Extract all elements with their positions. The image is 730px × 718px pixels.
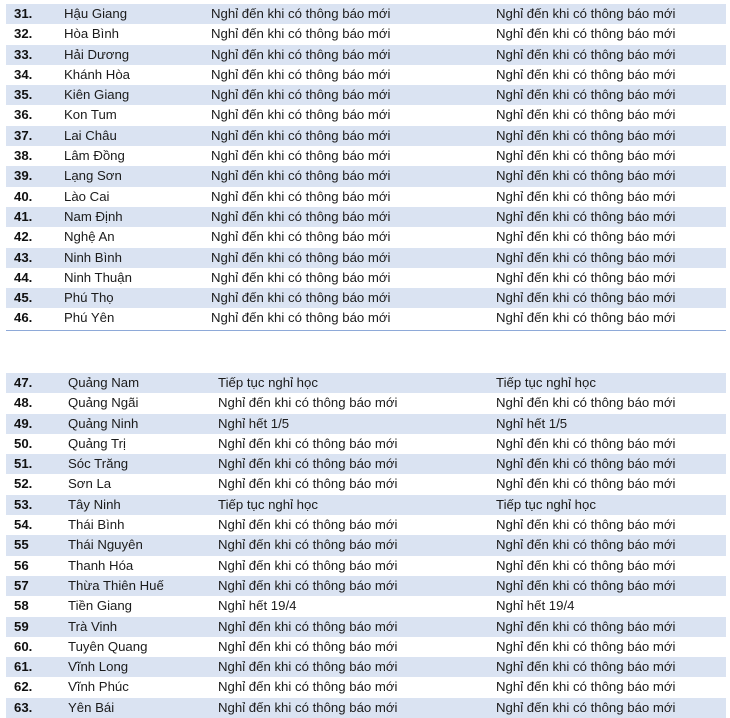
status-cell-2: Tiếp tục nghỉ học [496,375,596,390]
status-cell-2: Nghỉ đến khi có thông báo mới [496,269,676,285]
row-number: 50. [14,435,33,451]
table-row [6,617,726,637]
status-cell-2: Nghỉ đến khi có thông báo mới [496,66,676,82]
status-cell-2: Nghỉ đến khi có thông báo mới [496,249,676,265]
status-cell-2: Nghỉ đến khi có thông báo mới [496,456,676,472]
status-cell-2: Nghỉ đến khi có thông báo mới [496,476,676,492]
table-row [6,657,726,677]
status-cell-1: Nghỉ đến khi có thông báo mới [211,310,391,326]
table-row [6,576,726,596]
row-number: 63. [14,699,33,715]
row-number: 55 [14,537,29,553]
table-row [6,126,726,146]
row-number: 62. [14,679,33,695]
province-name: Thái Nguyên [68,537,143,553]
status-cell-1: Nghỉ đến khi có thông báo mới [211,148,391,164]
table-row [6,166,726,186]
province-name: Vĩnh Phúc [68,679,129,695]
row-number: 58 [14,598,29,614]
status-cell-1: Nghỉ đến khi có thông báo mới [211,26,391,42]
status-cell-2: Nghỉ đến khi có thông báo mới [496,46,676,62]
status-cell-1: Nghỉ đến khi có thông báo mới [211,87,391,103]
status-cell-1: Nghỉ đến khi có thông báo mới [211,290,391,306]
status-cell-1: Nghỉ đến khi có thông báo mới [218,517,398,533]
status-cell-2: Nghỉ hết 1/5 [496,415,568,431]
status-cell-1: Nghỉ đến khi có thông báo mới [211,188,391,204]
status-cell-1: Nghỉ đến khi có thông báo mới [211,46,391,62]
row-number: 41. [14,208,33,224]
status-cell-2: Nghỉ đến khi có thông báo mới [496,699,676,715]
table-row [6,556,726,576]
province-name: Ninh Bình [64,249,122,265]
table-row [6,434,726,454]
status-cell-2: Nghỉ đến khi có thông báo mới [496,127,676,143]
province-name: Tiền Giang [68,598,133,614]
status-cell-2: Nghỉ đến khi có thông báo mới [496,26,676,42]
status-cell-1: Nghỉ đến khi có thông báo mới [218,679,398,695]
province-name: Lào Cai [64,188,110,204]
row-number: 60. [14,638,33,654]
table-row [6,105,726,125]
province-name: Hậu Giang [64,6,128,21]
row-number: 53. [14,496,33,512]
status-cell-1: Nghỉ đến khi có thông báo mới [218,638,398,654]
status-cell-1: Nghỉ đến khi có thông báo mới [218,537,398,553]
status-cell-1: Nghỉ đến khi có thông báo mới [211,127,391,143]
status-cell-1: Nghỉ đến khi có thông báo mới [211,229,391,245]
table-row [6,146,726,166]
row-number: 40. [14,188,33,204]
table-row [6,207,726,227]
province-name: Hải Dương [64,46,130,62]
province-name: Quảng Ngãi [68,395,139,411]
table-row [6,535,726,555]
status-cell-2: Nghỉ đến khi có thông báo mới [496,208,676,224]
row-number: 45. [14,290,33,306]
status-cell-2: Tiếp tục nghỉ học [496,496,596,512]
status-cell-2: Nghỉ đến khi có thông báo mới [496,148,676,164]
status-cell-1: Nghỉ đến khi có thông báo mới [211,6,391,21]
row-number: 38. [14,148,33,164]
province-name: Phú Yên [64,310,115,326]
table-row [6,414,726,434]
status-cell-2: Nghỉ đến khi có thông báo mới [496,537,676,553]
status-cell-1: Nghỉ đến khi có thông báo mới [218,395,398,411]
row-number: 36. [14,107,33,123]
table-row [6,454,726,474]
province-name: Thanh Hóa [68,557,134,573]
status-cell-1: Nghỉ đến khi có thông báo mới [218,699,398,715]
status-cell-1: Nghỉ đến khi có thông báo mới [218,618,398,634]
province-name: Thái Bình [68,517,125,533]
status-cell-2: Nghỉ đến khi có thông báo mới [496,577,676,593]
row-number: 33. [14,46,33,62]
province-name: Phú Thọ [64,290,114,306]
row-number: 34. [14,66,33,82]
status-cell-2: Nghỉ hết 19/4 [496,598,575,614]
table-row [6,596,726,616]
status-cell-1: Nghỉ đến khi có thông báo mới [211,107,391,123]
row-number: 31. [14,6,33,21]
table-row [6,65,726,85]
status-cell-2: Nghỉ đến khi có thông báo mới [496,618,676,634]
status-cell-2: Nghỉ đến khi có thông báo mới [496,229,676,245]
province-name: Ninh Thuận [64,269,132,285]
table-row [6,495,726,515]
status-cell-2: Nghỉ đến khi có thông báo mới [496,6,676,21]
status-cell-1: Nghỉ đến khi có thông báo mới [218,476,398,492]
row-number: 61. [14,659,33,675]
status-cell-2: Nghỉ đến khi có thông báo mới [496,188,676,204]
table-row [6,373,726,393]
province-name: Thừa Thiên Huế [68,577,164,593]
table-row [6,4,726,24]
row-number: 56 [14,557,29,573]
status-cell-1: Nghỉ đến khi có thông báo mới [218,659,398,675]
status-cell-1: Nghỉ đến khi có thông báo mới [218,435,398,451]
status-cell-2: Nghỉ đến khi có thông báo mới [496,107,676,123]
province-name: Trà Vinh [68,618,118,634]
table-row [6,677,726,697]
status-cell-2: Nghỉ đến khi có thông báo mới [496,168,676,184]
status-cell-1: Nghỉ đến khi có thông báo mới [211,208,391,224]
status-cell-1: Nghỉ đến khi có thông báo mới [211,269,391,285]
row-number: 49. [14,415,33,431]
province-name: Lâm Đồng [64,148,125,164]
row-number: 32. [14,26,33,42]
table-row [6,248,726,268]
table-row [6,474,726,494]
status-cell-1: Nghỉ hết 19/4 [218,598,297,614]
row-number: 52. [14,476,33,492]
status-cell-2: Nghỉ đến khi có thông báo mới [496,290,676,306]
province-name: Lai Châu [64,127,117,143]
province-name: Kiên Giang [64,87,130,103]
province-name: Quảng Trị [68,435,126,451]
status-cell-2: Nghỉ đến khi có thông báo mới [496,435,676,451]
table-divider [6,330,726,331]
status-cell-2: Nghỉ đến khi có thông báo mới [496,517,676,533]
row-number: 44. [14,269,33,285]
table-row [6,515,726,535]
province-name: Tây Ninh [68,496,121,512]
table-row [6,24,726,44]
table-row [6,698,726,718]
province-name: Sơn La [68,476,112,492]
province-name: Hòa Bình [64,26,119,42]
status-cell-2: Nghỉ đến khi có thông báo mới [496,679,676,695]
province-name: Nghệ An [64,229,115,245]
row-number: 48. [14,395,33,411]
table-row [6,393,726,413]
province-table-bottom [6,373,726,718]
province-name: Quảng Nam [68,375,140,390]
row-number: 57 [14,577,29,593]
status-cell-1: Nghỉ hết 1/5 [218,415,290,431]
status-cell-1: Nghỉ đến khi có thông báo mới [218,577,398,593]
status-cell-1: Tiếp tục nghỉ học [218,496,318,512]
row-number: 54. [14,517,33,533]
row-number: 37. [14,127,33,143]
province-name: Kon Tum [64,107,117,123]
row-number: 35. [14,87,33,103]
status-cell-1: Nghỉ đến khi có thông báo mới [218,557,398,573]
row-number: 39. [14,168,33,184]
table-row [6,45,726,65]
row-number: 47. [14,375,33,390]
province-name: Khánh Hòa [64,66,130,82]
province-name: Sóc Trăng [68,456,129,472]
province-name: Vĩnh Long [68,659,129,675]
status-cell-2: Nghỉ đến khi có thông báo mới [496,87,676,103]
status-cell-2: Nghỉ đến khi có thông báo mới [496,659,676,675]
status-cell-1: Tiếp tục nghỉ học [218,375,318,390]
province-name: Nam Định [64,208,123,224]
status-cell-2: Nghỉ đến khi có thông báo mới [496,638,676,654]
status-cell-1: Nghỉ đến khi có thông báo mới [211,168,391,184]
status-cell-2: Nghỉ đến khi có thông báo mới [496,557,676,573]
status-cell-2: Nghỉ đến khi có thông báo mới [496,310,676,326]
status-cell-1: Nghỉ đến khi có thông báo mới [211,249,391,265]
table-row [6,308,726,328]
table-row [6,268,726,288]
status-cell-1: Nghỉ đến khi có thông báo mới [211,66,391,82]
province-name: Quảng Ninh [68,415,139,431]
table-row [6,85,726,105]
province-name: Lạng Sơn [64,168,122,184]
row-number: 43. [14,249,33,265]
table-row [6,288,726,308]
province-name: Yên Bái [68,699,115,715]
table-row [6,187,726,207]
row-number: 42. [14,229,33,245]
table-row [6,227,726,247]
province-table-top [6,4,726,329]
table-row [6,637,726,657]
row-number: 46. [14,310,33,326]
province-name: Tuyên Quang [68,638,148,654]
status-cell-2: Nghỉ đến khi có thông báo mới [496,395,676,411]
status-cell-1: Nghỉ đến khi có thông báo mới [218,456,398,472]
row-number: 59 [14,618,29,634]
row-number: 51. [14,456,33,472]
